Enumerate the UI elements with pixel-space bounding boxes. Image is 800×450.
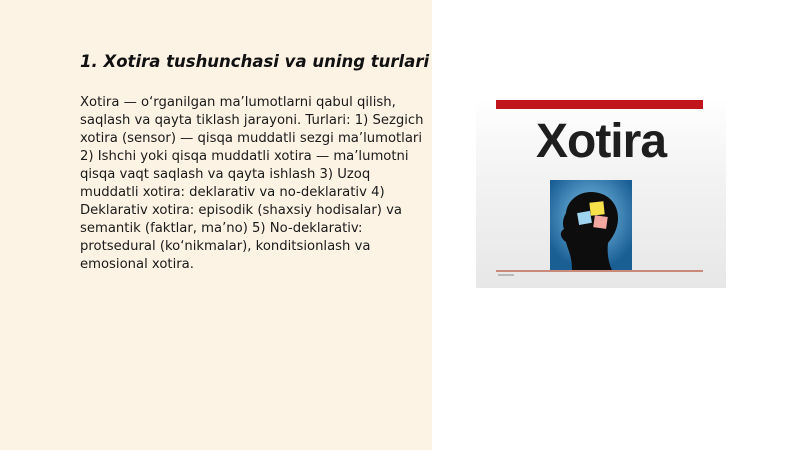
baseline-divider (496, 270, 703, 272)
slide-body-text: Xotira — o‘rganilgan ma’lumotlarni qabul qilish, saqlash va qayta tiklash jarayoni. Turlari: 1) Sezgich xotira (sensor) — qisqa muddatli sezgi ma’lumotlari 2) Ishchi yoki qisqa muddatli xotira — ma’lumotni qisqa vaqt saqlash va qayta ishlash 3) Uzoq muddatli xotira: deklarativ va no-deklarativ 4) Deklarativ xotira: episodik (shaxsiy hodisalar) va semantik (faktlar, ma’no) 5) No-deklarativ: protsedural (ko‘nikmalar), konditsionlash va emosional xotira. (80, 95, 424, 272)
image-caption-mark (498, 274, 514, 276)
image-heading: Xotira (535, 115, 667, 168)
slide-title: 1. Xotira tushunchasi va uning turlari (80, 52, 430, 71)
illustration-image (476, 98, 726, 288)
accent-bar (496, 100, 703, 109)
head-with-sticky-notes-icon (550, 180, 632, 270)
